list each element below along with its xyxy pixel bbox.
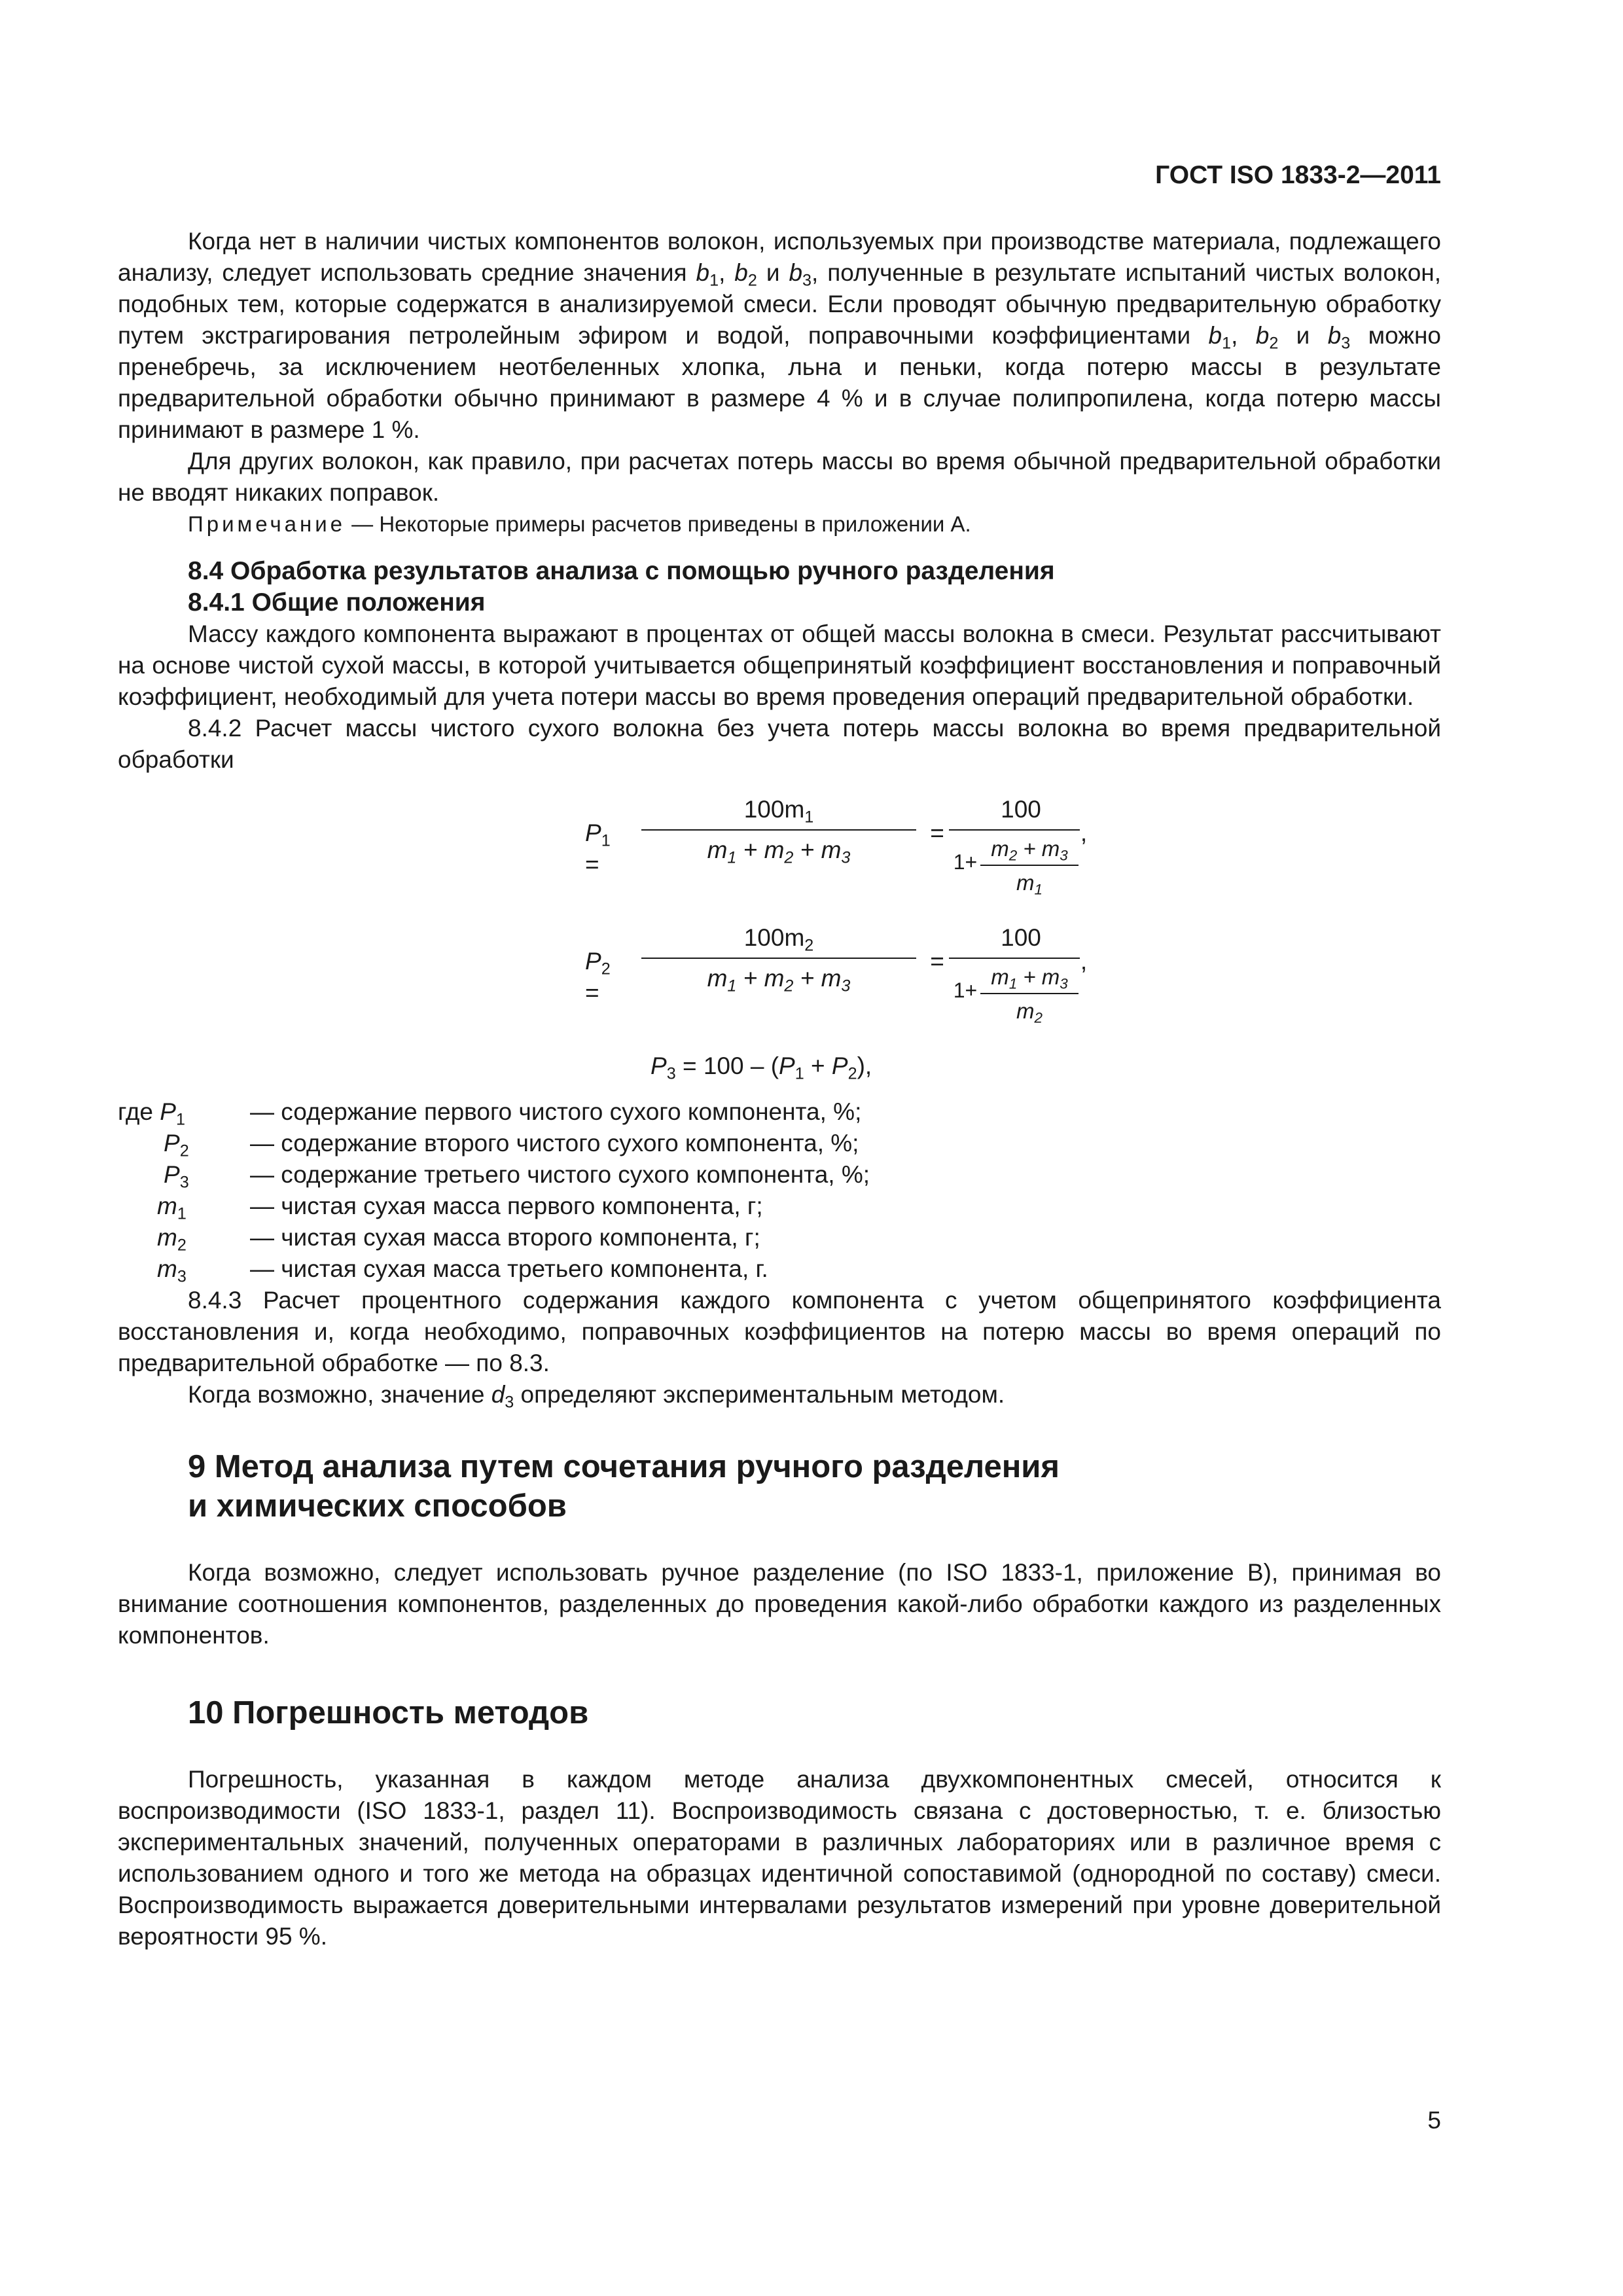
legend-row-m2: $m_2$ — чистая сухая масса второго компонента, г; [157, 1224, 760, 1255]
section-8-4-1-text: Массу каждого компонента выражают в процентах от общей массы волокна в смеси. Результат рассчитывают на основе чистой сухой массы, в которой учитывается общепринятый коэффициент восстановления и поправочный коэффициент, необходимый для учета потери массы во время проведения операций предварительной обработки. [118, 620, 1441, 710]
legend-row-m1: $m_1$ — чистая сухая масса первого компонента, г; [157, 1193, 763, 1223]
formula-p1-lhs: $P_1$ = [585, 819, 611, 878]
legend-row-m3: $m_3$ — чистая сухая масса третьего компонента, г. [157, 1255, 768, 1286]
formula-legend [118, 1096, 1441, 1285]
formula-p1-numerator: $100m_1$ [743, 796, 814, 827]
section-10-title: 10 Погрешность методов [188, 1695, 589, 1731]
paragraph-other-fibres: Для других волокон, как правило, при расчетах потерь массы во время обычной предварительной обработки не вводят никаких поправок. [118, 448, 1441, 506]
formula-p2: $P_2$ = $100m_2$ $m_1 + m_2 + m_3$ = 100 1+ $m_1 + m_3$ $m_2$ , [118, 922, 1441, 1032]
formula-p1-bar [641, 829, 916, 831]
note-text: — Некоторые примеры расчетов приведены в приложении А. [346, 512, 971, 536]
legend-row-p3: $P_3$ — содержание третьего чистого сухого компонента, %; [164, 1161, 870, 1192]
note-label: Примечание [188, 512, 346, 536]
section-9-title: 9 Метод анализа путем сочетания ручного разделения и химических способов [188, 1449, 1060, 1524]
page-number: 5 [1427, 2107, 1441, 2134]
paragraph-d3: Когда возможно, значение $d_3$ определяют экспериментальным методом. [188, 1381, 1005, 1412]
section-8-4-3-text: 8.4.3 Расчет процентного содержания каждого компонента с учетом общепринятого коэффициента восстановления и, когда необходимо, поправочных коэффициентов на потерю массы во время операций по предварительной обработке — по 8.3. [118, 1287, 1441, 1376]
section-8-4-title: 8.4 Обработка результатов анализа с помощью ручного разделения [188, 557, 1055, 585]
note [118, 509, 1441, 540]
section-9-text: Когда возможно, следует использовать ручное разделение (по ISO 1833-1, приложение В), принимая во внимание соотношения компонентов, разделенных до проведения какой-либо обработки каждого из разделенных компонентов. [118, 1559, 1441, 1649]
section-8-4-2-text: 8.4.2 Расчет массы чистого сухого волокна без учета потерь массы волокна во время предварительной обработки [118, 715, 1441, 773]
document-body [118, 226, 1441, 1952]
paragraph-average-values: Когда нет в наличии чистых компонентов волокон, используемых при производстве материала, подлежащего анализу, следует использовать средние значения $b_1$, $b_2$ и $b_3$, полученные в результате испытаний чистых волокон, подобных тем, которые содержатся в анализируемой смеси. Если проводят обычную предварительную обработку путем экстрагирования петролейным эфиром и водой, поправочными коэффициентами $b_1$, $b_2$ и $b_3$ можно пренебречь, за исключением неотбеленных хлопка, льна и пеньки, когда потерю массы в результате предварительной обработки обычно принимают в размере 4 % и в случае полипропилена, когда потерю массы принимают в размере 1 %. [118, 228, 1442, 443]
formula-p2-lhs: $P_2$ = [585, 948, 611, 1006]
formula-p1: $P_1$ = $100m_1$ $m_1 + m_2 + m_3$ = 100 1+ $m_2 + m_3$ $m_1$ , [118, 794, 1441, 904]
section-10-text: Погрешность, указанная в каждом методе анализа двухкомпонентных смесей, относится к воспроизводимости (ISO 1833-1, раздел 11). Воспроизводимость связана с достоверностью, т. е. близостью экспериментальных значений, полученных операторами в различных лабораториях или в различное время с использованием одного и того же метода на образцах идентичной сопоставимой (однородной по составу) смеси. Воспроизводимость выражается доверительными интервалами результатов измерений при уровне доверительной вероятности 95 %. [118, 1766, 1441, 1950]
document-code: ГОСТ ISO 1833-2—2011 [1155, 161, 1441, 189]
formula-p3: $P_3 = 100 - (P_1 + P_2)$, [651, 1052, 872, 1083]
formula-p2-numerator: $100m_2$ [743, 924, 814, 955]
formula-p2-denominator: $m_1 + m_2 + m_3$ [707, 965, 851, 996]
section-8-4-1-title: 8.4.1 Общие положения [188, 588, 486, 617]
legend-row-p1: где $P_1$ — содержание первого чистого сухого компонента, %; [118, 1098, 862, 1129]
formula-p1-denominator: $m_1 + m_2 + m_3$ [707, 836, 851, 867]
legend-row-p2: $P_2$ — содержание второго чистого сухого компонента, %; [164, 1130, 859, 1160]
